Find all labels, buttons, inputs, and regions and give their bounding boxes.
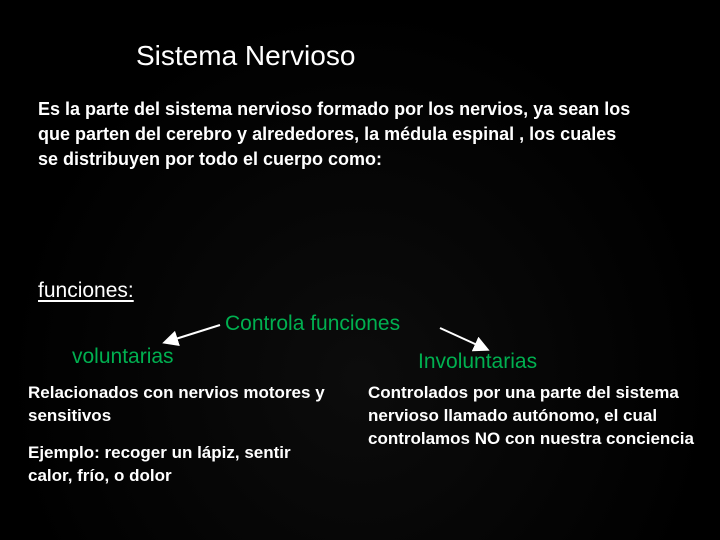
left-arrow xyxy=(166,325,220,342)
involuntarias-heading: Involuntarias xyxy=(418,350,538,373)
voluntarias-heading: voluntarias xyxy=(72,345,174,368)
slide-title: Sistema Nervioso xyxy=(136,40,356,71)
right-arrow xyxy=(440,328,486,349)
intro-text: Es la parte del sistema nervioso formado por los nervios, ya sean los que parten del cerebro y alrededores, la médula espinal , los cuales se distribuyen por todo el cuerpo como: xyxy=(38,99,631,169)
voluntarias-description: Relacionados con nervios motores y sensitivos xyxy=(28,383,325,425)
involuntarias-column xyxy=(368,381,698,450)
controla-funciones-label: Controla funciones xyxy=(225,312,401,335)
involuntarias-description: Controlados por una parte del sistema nervioso llamado autónomo, el cual controlamos NO con nuestra conciencia xyxy=(368,383,694,448)
voluntarias-example: Ejemplo: recoger un lápiz, sentir calor, frío, o dolor xyxy=(28,443,291,485)
funciones-label: funciones: xyxy=(38,279,134,302)
voluntarias-column xyxy=(28,381,328,501)
